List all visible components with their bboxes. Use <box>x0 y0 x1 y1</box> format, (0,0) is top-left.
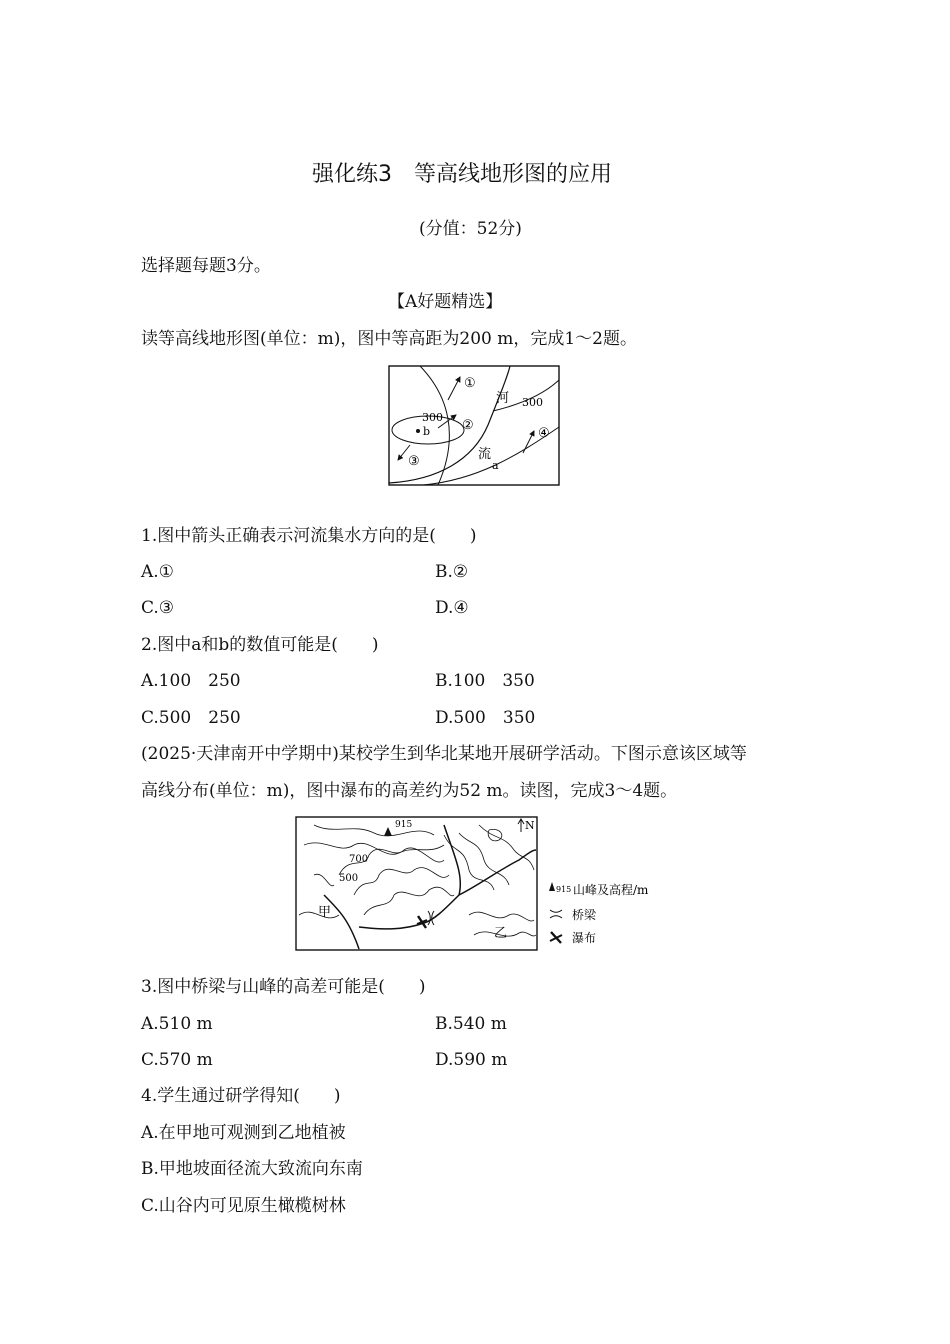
instruction-note: 选择题每题3分。 <box>141 256 271 276</box>
arrow-4 <box>523 431 534 453</box>
contour-map-1 <box>388 365 562 487</box>
label-300-outer: 300 <box>522 396 543 409</box>
label-river-2: 流 <box>478 447 492 462</box>
q3-stem: 3.图中桥梁与山峰的高差可能是( ) <box>141 977 426 997</box>
contour-lines <box>299 825 536 936</box>
q4-option-c[interactable]: C.山谷内可见原生橄榄树林 <box>141 1196 346 1216</box>
label-a: a <box>492 459 499 472</box>
tributary <box>459 850 536 895</box>
q2-option-a[interactable]: A.100 250 <box>141 671 241 691</box>
intro-1: 读等高线地形图(单位：m)，图中等高距为200 m，完成1～2题。 <box>141 329 637 349</box>
label-circle-2: ② <box>462 418 474 433</box>
label-b: b <box>423 425 431 438</box>
label-river-1: 河 <box>496 391 510 406</box>
score-line: (分值：52分) <box>419 219 522 239</box>
legend-bridge-label: 桥梁 <box>572 908 597 922</box>
contour-500: 500 <box>339 873 359 884</box>
page-title: 强化练3 等高线地形图的应用 <box>312 162 612 187</box>
q2-option-d[interactable]: D.500 350 <box>435 708 536 728</box>
legend-peak-icon <box>549 882 555 891</box>
legend-peak-label: 山峰及高程/m <box>573 883 649 897</box>
intro-2-line-2: 高线分布(单位：m)，图中瀑布的高差约为52 m。读图，完成3～4题。 <box>141 781 678 801</box>
label-300-inner: 300 <box>422 411 443 424</box>
section-heading: 【A好题精选】 <box>388 292 503 312</box>
q1-option-a[interactable]: A.① <box>141 562 174 582</box>
peak-value: 915 <box>395 820 413 830</box>
q2-option-c[interactable]: C.500 250 <box>141 708 241 728</box>
q2-stem: 2.图中a和b的数值可能是( ) <box>141 635 379 655</box>
q4-option-a[interactable]: A.在甲地可观测到乙地植被 <box>141 1123 346 1143</box>
q1-option-d[interactable]: D.④ <box>435 598 469 618</box>
north-label: N <box>525 819 535 832</box>
q2-option-b[interactable]: B.100 350 <box>435 671 535 691</box>
intro-2-line-1: (2025·天津南开中学期中)某校学生到华北某地开展研学活动。下图示意该区域等 <box>141 744 747 764</box>
q3-option-d[interactable]: D.590 m <box>435 1050 508 1070</box>
arrow-1 <box>448 377 460 400</box>
q3-option-a[interactable]: A.510 m <box>141 1014 213 1034</box>
label-circle-3: ③ <box>408 454 420 469</box>
legend-waterfall-icon <box>550 932 562 943</box>
label-circle-1: ① <box>464 376 476 391</box>
legend-bridge-icon <box>550 910 562 918</box>
stream-line <box>324 895 359 949</box>
q3-option-c[interactable]: C.570 m <box>141 1050 213 1070</box>
q1-option-c[interactable]: C.③ <box>141 598 175 618</box>
q1-option-b[interactable]: B.② <box>435 562 469 582</box>
label-jia: 甲 <box>318 905 332 920</box>
label-yi: 乙 <box>494 926 508 941</box>
contour-map-2 <box>294 815 664 953</box>
q4-option-b[interactable]: B.甲地坡面径流大致流向东南 <box>141 1159 363 1179</box>
contour-700: 700 <box>349 854 369 865</box>
peak-symbol <box>384 827 392 836</box>
q3-option-b[interactable]: B.540 m <box>435 1014 507 1034</box>
legend-peak-value: 915 <box>556 885 572 894</box>
q4-stem: 4.学生通过研学得知( ) <box>141 1086 341 1106</box>
legend-waterfall-label: 瀑布 <box>572 931 597 945</box>
point-b <box>416 429 420 433</box>
label-circle-4: ④ <box>538 426 550 441</box>
q1-stem: 1.图中箭头正确表示河流集水方向的是( ) <box>141 526 477 546</box>
